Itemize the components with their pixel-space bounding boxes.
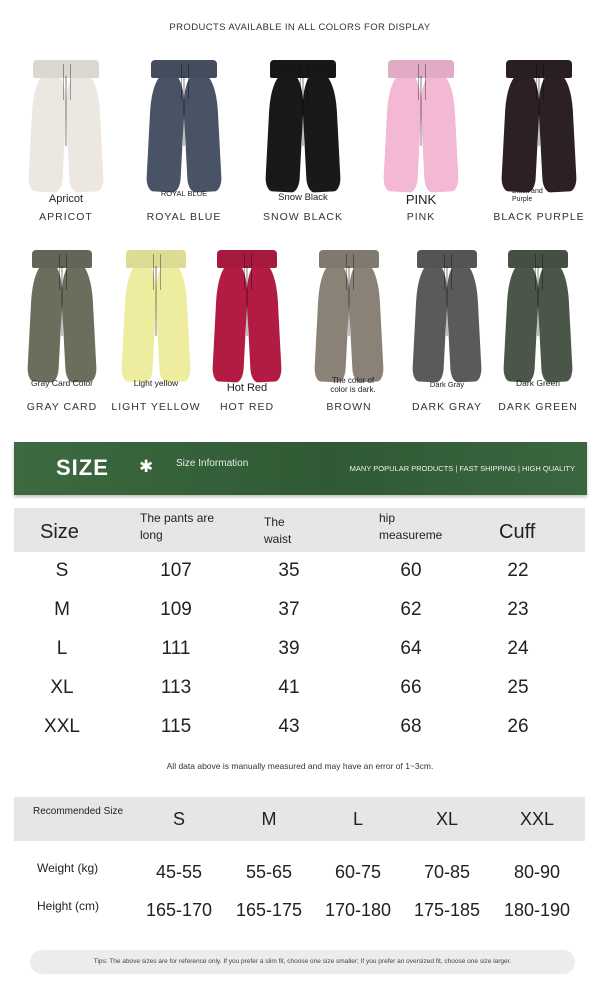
color-small-label: The color of color is dark. <box>330 376 376 394</box>
size-value: 113 <box>160 677 192 698</box>
size-value: 39 <box>278 638 300 659</box>
height-value: 175-185 <box>413 900 481 920</box>
pants-image <box>214 250 280 385</box>
size-value: 107 <box>160 560 192 581</box>
pants-image <box>30 60 102 195</box>
color-name-label: GRAY CARD <box>26 401 98 413</box>
weight-value: 55-65 <box>245 862 293 882</box>
pants-image <box>385 60 457 195</box>
weight-value: 60-75 <box>334 862 382 882</box>
color-small-label: Dark Gray <box>429 380 465 389</box>
size-value: 25 <box>507 677 529 698</box>
color-small-label: Light yellow <box>133 378 179 388</box>
measure-note: All data above is manually measured and may have an error of 1~3cm. <box>166 761 434 771</box>
height-value: 180-190 <box>503 900 571 920</box>
size-value: 60 <box>400 560 422 581</box>
color-small-label: Apricot <box>48 193 84 205</box>
size-label: XXL <box>44 716 80 737</box>
color-name-label: HOT RED <box>219 401 275 413</box>
color-name-label: BROWN <box>326 401 372 413</box>
size-value: 115 <box>160 716 192 737</box>
weight-value: 80-90 <box>513 862 561 882</box>
size-label: M <box>54 599 70 620</box>
size-value: 109 <box>160 599 192 620</box>
height-value: 170-180 <box>324 900 392 920</box>
size-header-hip: hip measureme <box>379 511 443 542</box>
color-name-label: APRICOT <box>39 211 93 223</box>
color-name-label: DARK GREEN <box>498 401 578 413</box>
recommend-header-label: Recommended Size <box>33 806 124 817</box>
size-banner-title: SIZE <box>56 455 109 480</box>
size-value: 43 <box>278 716 300 737</box>
size-value: 62 <box>400 599 422 620</box>
size-header-waist: The waist <box>264 515 292 546</box>
color-small-label: Dark Green <box>516 378 560 388</box>
pants-image <box>503 60 575 195</box>
star-icon: ✱ <box>139 457 154 476</box>
tips-note: Tips: The above sizes are for reference only. If you prefer a slim fit, choose one size smaller; If you prefer an oversized fit, choose one size larger. <box>30 950 575 974</box>
height-value: 165-175 <box>235 900 303 920</box>
size-value: 68 <box>400 716 422 737</box>
size-value: 37 <box>278 599 300 620</box>
recommend-size-label: M <box>261 809 277 829</box>
size-value: 66 <box>400 677 422 698</box>
pants-image <box>29 250 95 385</box>
recommend-size-label: S <box>172 809 185 829</box>
weight-label: Weight (kg) <box>37 861 99 875</box>
color-name-label: BLACK PURPLE <box>493 211 585 223</box>
recommend-size-label: XXL <box>519 809 555 829</box>
pants-image <box>148 60 220 195</box>
size-label: XL <box>50 677 74 698</box>
pants-image <box>505 250 571 385</box>
size-value: 22 <box>507 560 529 581</box>
page-title: PRODUCTS AVAILABLE IN ALL COLORS FOR DISPLAY <box>169 22 431 33</box>
size-value: 24 <box>507 638 529 659</box>
size-value: 26 <box>507 716 529 737</box>
size-header-size: Size <box>40 521 79 543</box>
weight-value: 45-55 <box>155 862 203 882</box>
color-small-label: Hot Red <box>226 382 268 394</box>
height-label: Height (cm) <box>37 899 100 913</box>
color-name-label: DARK GRAY <box>411 401 483 413</box>
color-small-label: Snow Black <box>278 192 328 203</box>
pants-image <box>123 250 189 385</box>
recommend-size-label: L <box>352 809 363 829</box>
color-name-label: LIGHT YELLOW <box>111 401 201 413</box>
size-value: 64 <box>400 638 422 659</box>
size-banner-tagline: MANY POPULAR PRODUCTS | FAST SHIPPING | HIGH QUALITY <box>349 464 575 473</box>
color-name-label: SNOW BLACK <box>262 211 343 223</box>
color-small-label: Gray Card Color <box>31 378 93 388</box>
height-value: 165-170 <box>145 900 213 920</box>
size-label: L <box>56 638 68 659</box>
size-value: 111 <box>161 638 191 659</box>
size-header-cuff: Cuff <box>499 521 536 543</box>
color-small-label: ROYAL BLUE <box>160 189 208 198</box>
color-small-label: PINK <box>405 192 437 207</box>
pants-image <box>316 250 382 385</box>
size-banner <box>14 442 587 495</box>
size-label: S <box>55 560 69 581</box>
recommend-size-label: XL <box>435 809 459 829</box>
pants-image <box>414 250 480 385</box>
weight-value: 70-85 <box>423 862 471 882</box>
color-small-label: Black and Purple <box>512 188 543 203</box>
size-header-length: The pants are long <box>140 511 215 542</box>
size-value: 23 <box>507 599 529 620</box>
size-value: 35 <box>278 560 300 581</box>
size-banner-subtitle: Size Information <box>176 458 249 469</box>
pants-image <box>267 60 339 195</box>
color-name-label: ROYAL BLUE <box>146 211 222 223</box>
color-name-label: PINK <box>406 211 436 223</box>
size-value: 41 <box>278 677 300 698</box>
